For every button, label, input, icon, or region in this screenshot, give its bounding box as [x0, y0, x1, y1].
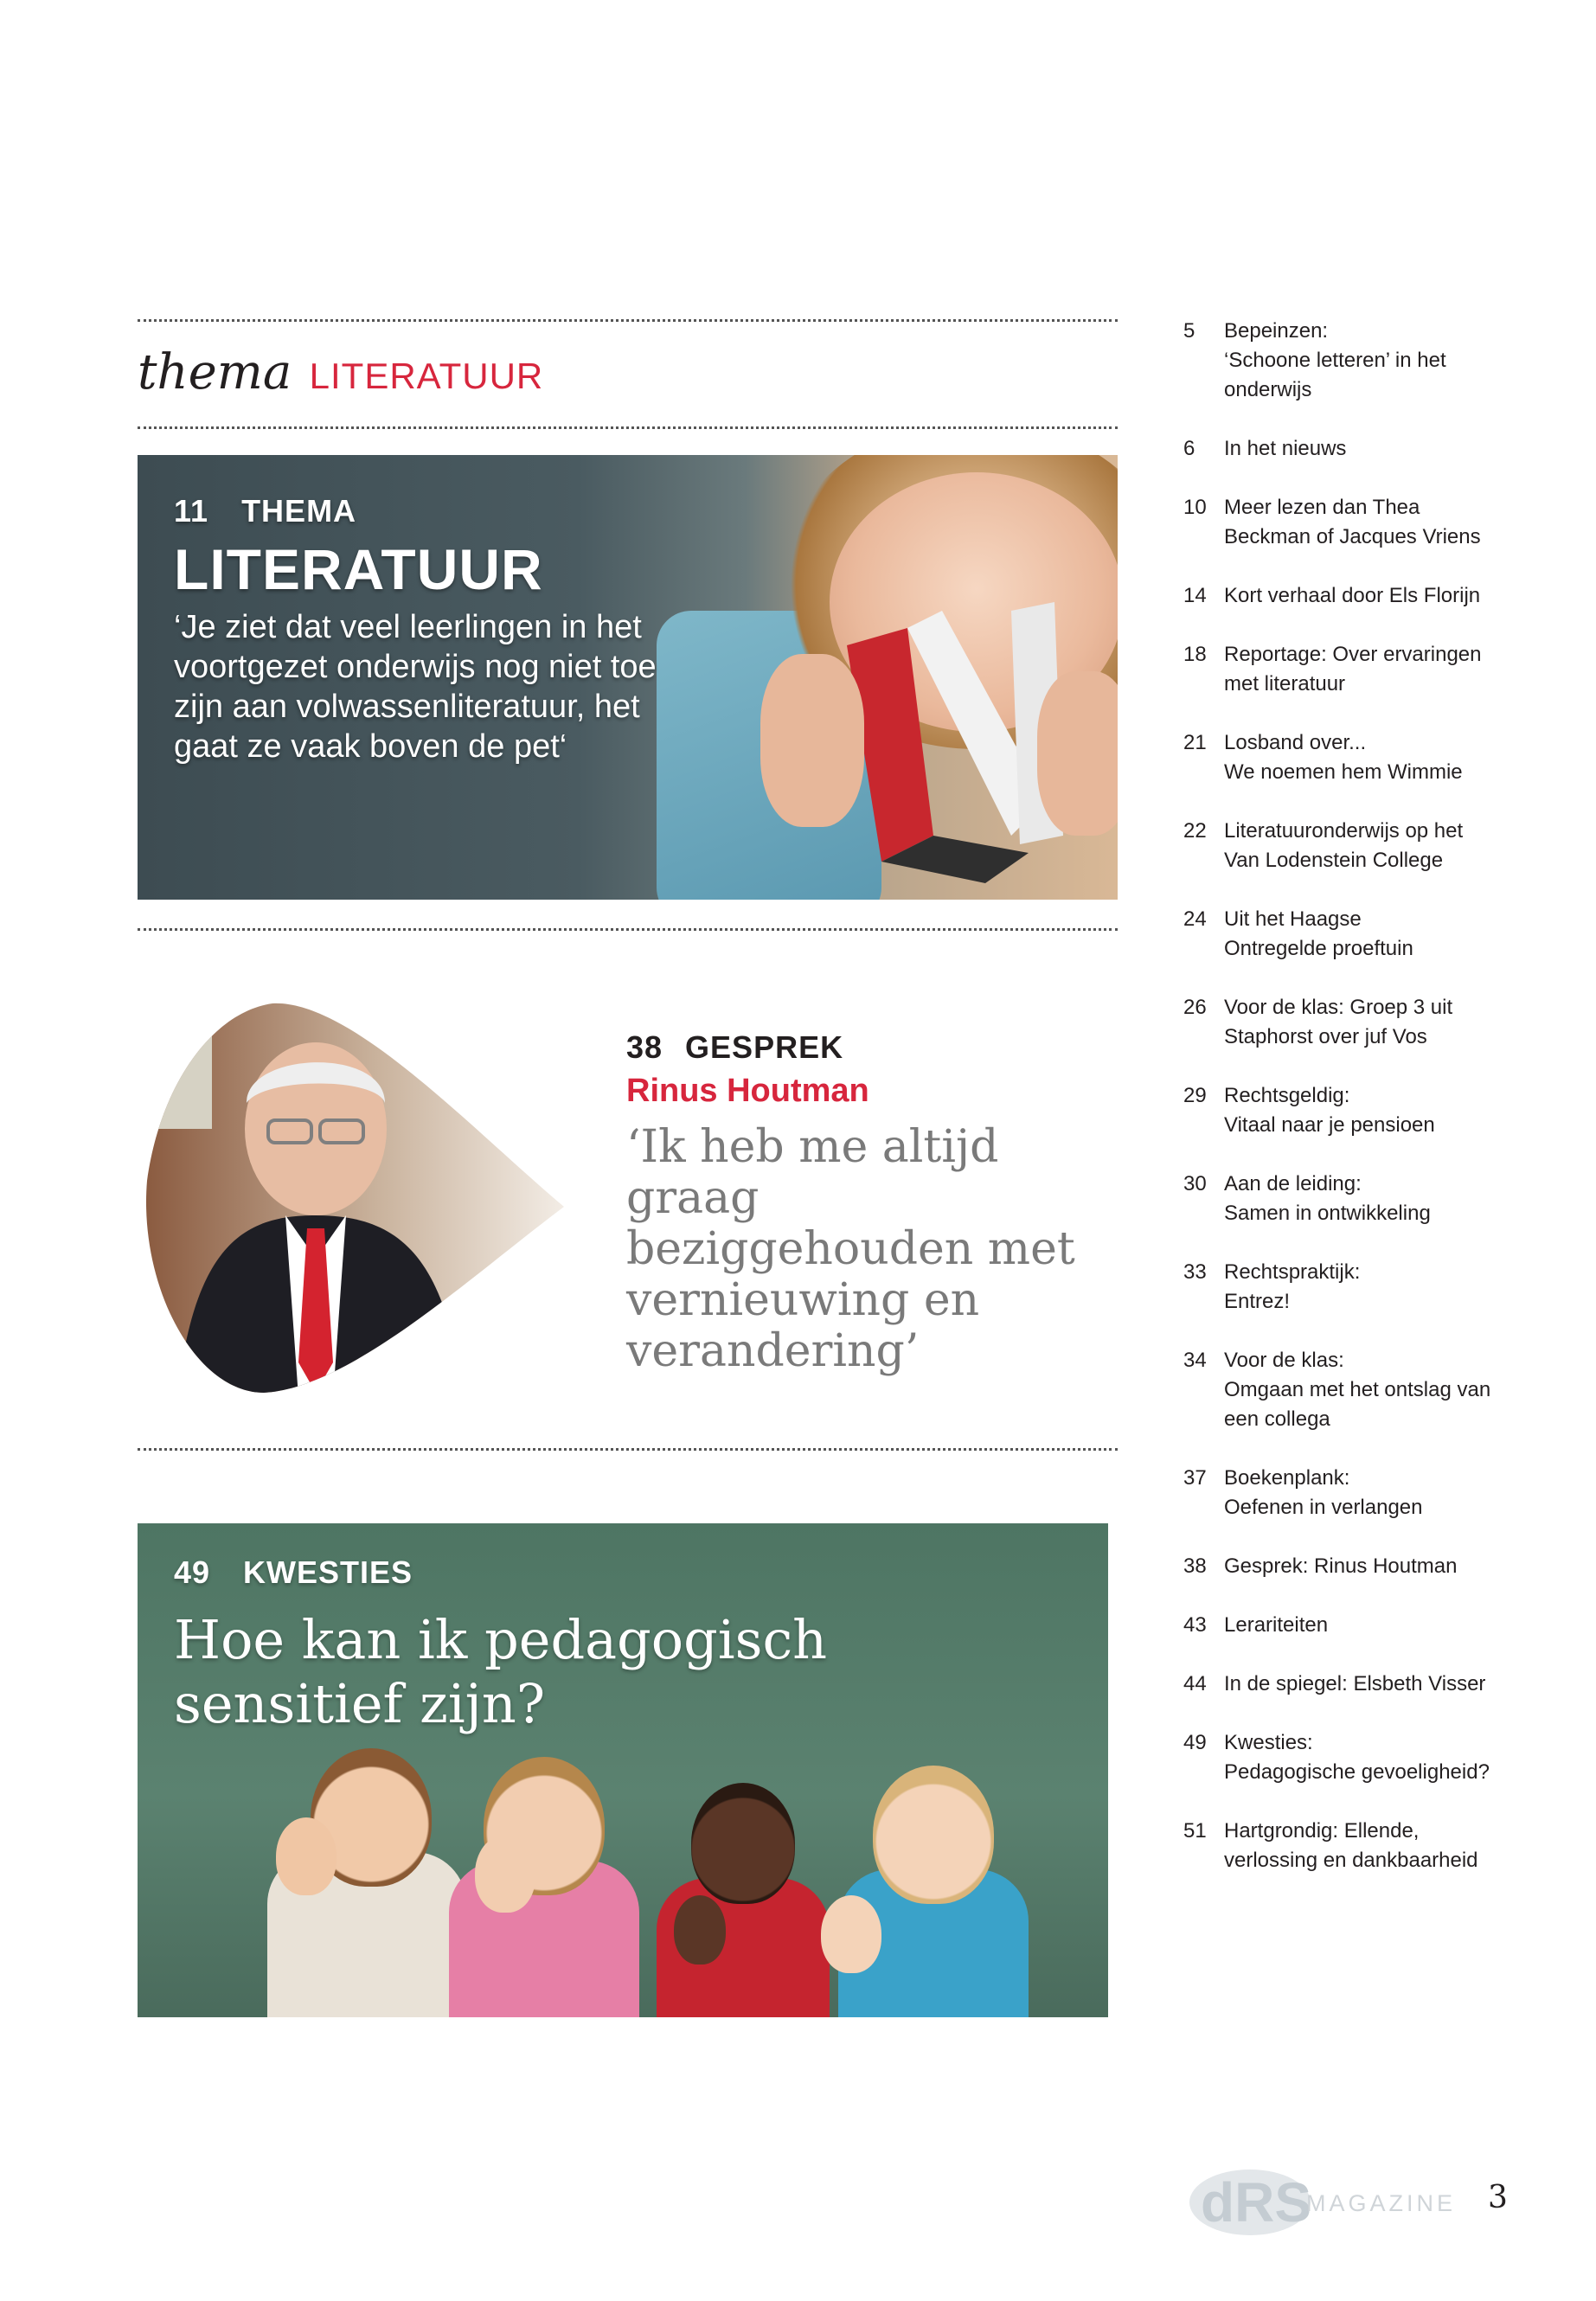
- toc-page-number: 10: [1183, 496, 1207, 519]
- logo-text: MAGAZINE: [1306, 2190, 1457, 2216]
- divider-after-gesprek: [138, 1448, 1118, 1451]
- feature-kwesties-text: [174, 1554, 831, 1736]
- photo-thumb-1: [276, 1817, 337, 1895]
- toc-item[interactable]: [1183, 493, 1573, 552]
- theme-header: [138, 344, 543, 401]
- drs-logo-mark: [1185, 2161, 1315, 2239]
- feature-gesprek-section: GESPREK: [685, 1029, 844, 1065]
- feature-kwesties-title: Hoe kan ik pedagogisch sensitief zijn?: [174, 1608, 828, 1735]
- toc-page-number: 34: [1183, 1349, 1207, 1372]
- photo-thumb-4: [821, 1895, 881, 1973]
- photo-hand-right: [1037, 671, 1118, 836]
- toc-item[interactable]: [1183, 728, 1573, 787]
- feature-gesprek-kicker: [626, 1029, 1111, 1066]
- portrait-rinus-houtman[interactable]: [143, 999, 567, 1397]
- feature-thema-quote: ‘Je ziet dat veel leerlingen in het voortgezet onderwijs nog niet toe zijn aan volwassenliteratuur, het gaat ze vaak boven de pet‘: [174, 609, 657, 765]
- toc-entry-title: In het nieuws: [1224, 437, 1347, 460]
- toc-page-number: 24: [1183, 907, 1207, 931]
- toc-page-number: 26: [1183, 996, 1207, 1019]
- toc-item[interactable]: [1183, 1346, 1573, 1434]
- toc-entry-title: Bepeinzen: ‘Schoone letteren’ in het onderwijs: [1224, 319, 1446, 401]
- feature-thema-title: LITERATUUR: [174, 537, 543, 601]
- photo-child-3-head: [691, 1783, 795, 1904]
- toc-entry-title: Literatuuronderwijs op het Van Lodenstein College: [1224, 819, 1464, 872]
- toc-entry-title: Voor de klas: Groep 3 uit Staphorst over juf Vos: [1224, 996, 1453, 1048]
- feature-kwesties-section: KWESTIES: [243, 1554, 413, 1590]
- toc-item[interactable]: [1183, 434, 1573, 464]
- toc-entry-title: In de spiegel: Elsbeth Visser: [1224, 1672, 1486, 1695]
- toc-entry-title: Kort verhaal door Els Florijn: [1224, 584, 1481, 607]
- toc-page-number: 14: [1183, 584, 1207, 607]
- theme-word: thema: [138, 344, 292, 401]
- feature-thema-page: 11: [174, 493, 209, 529]
- toc-item[interactable]: [1183, 1081, 1573, 1140]
- toc-item[interactable]: [1183, 1258, 1573, 1317]
- toc-item[interactable]: [1183, 1552, 1573, 1581]
- toc-entry-title: Voor de klas: Omgaan met het ontslag van een collega: [1224, 1349, 1491, 1431]
- toc-page-number: 18: [1183, 643, 1207, 666]
- feature-gesprek-quote: ‘Ik heb me altijd graag beziggehouden met vernieuwing en verandering’: [626, 1121, 1075, 1377]
- logo-letters: dRS: [1201, 2171, 1311, 2234]
- feature-gesprek-page: 38: [626, 1029, 663, 1065]
- toc-page-number: 44: [1183, 1672, 1207, 1695]
- feature-kwesties-panel[interactable]: [138, 1523, 1108, 2017]
- toc-page-number: 30: [1183, 1172, 1207, 1195]
- divider-top: [138, 319, 1118, 322]
- toc-page-number: 22: [1183, 819, 1207, 843]
- toc-entry-title: Uit het Haagse Ontregelde proeftuin: [1224, 907, 1413, 960]
- photo-thumb-3: [674, 1895, 726, 1965]
- toc-entry-title: Rechtsgeldig: Vitaal naar je pensioen: [1224, 1084, 1435, 1137]
- feature-kwesties-page: 49: [174, 1554, 211, 1590]
- photo-child-4-head: [873, 1766, 994, 1904]
- toc-entry-title: Boekenplank: Oefenen in verlangen: [1224, 1466, 1423, 1519]
- toc-entry-title: Hartgrondig: Ellende, verlossing en dankbaarheid: [1224, 1819, 1478, 1872]
- toc-item[interactable]: [1183, 1728, 1573, 1787]
- toc-page-number: 49: [1183, 1731, 1207, 1754]
- toc-entry-title: Aan de leiding: Samen in ontwikkeling: [1224, 1172, 1431, 1225]
- feature-gesprek-name: Rinus Houtman: [626, 1073, 869, 1109]
- photo-hand-left: [760, 654, 864, 827]
- toc-item[interactable]: [1183, 1611, 1573, 1640]
- toc-page-number: 6: [1183, 437, 1195, 460]
- toc-item[interactable]: [1183, 993, 1573, 1052]
- toc-entry-title: Lerariteiten: [1224, 1613, 1329, 1637]
- table-of-contents: [1183, 317, 1573, 1905]
- toc-item[interactable]: [1183, 317, 1573, 405]
- toc-entry-title: Kwesties: Pedagogische gevoeligheid?: [1224, 1731, 1490, 1784]
- page-number: 3: [1488, 2180, 1508, 2215]
- feature-thema-kicker: [174, 493, 658, 529]
- feature-gesprek[interactable]: [626, 1029, 1111, 1377]
- theme-topic: LITERATUUR: [309, 356, 544, 396]
- toc-item[interactable]: [1183, 817, 1573, 875]
- toc-page-number: 29: [1183, 1084, 1207, 1107]
- toc-item[interactable]: [1183, 1817, 1573, 1875]
- photo-thumb-2: [475, 1835, 535, 1913]
- divider-after-thema: [138, 928, 1118, 931]
- toc-entry-title: Meer lezen dan Thea Beckman of Jacques Vriens: [1224, 496, 1481, 548]
- toc-entry-title: Reportage: Over ervaringen met literatuur: [1224, 643, 1482, 695]
- toc-item[interactable]: [1183, 1170, 1573, 1228]
- toc-item[interactable]: [1183, 905, 1573, 964]
- toc-page-number: 38: [1183, 1554, 1207, 1578]
- feature-kwesties-kicker: [174, 1554, 831, 1591]
- toc-page-number: 37: [1183, 1466, 1207, 1490]
- drs-magazine-logo: [1185, 2161, 1457, 2239]
- feature-thema-text: [174, 493, 658, 766]
- toc-item[interactable]: [1183, 1670, 1573, 1699]
- toc-entry-title: Gesprek: Rinus Houtman: [1224, 1554, 1458, 1578]
- toc-page-number: 33: [1183, 1260, 1207, 1284]
- toc-page-number: 21: [1183, 731, 1207, 754]
- toc-item[interactable]: [1183, 640, 1573, 699]
- divider-under-theme: [138, 426, 1118, 429]
- toc-entry-title: Losband over... We noemen hem Wimmie: [1224, 731, 1463, 784]
- toc-page-number: 43: [1183, 1613, 1207, 1637]
- toc-item[interactable]: [1183, 1464, 1573, 1522]
- toc-page-number: 51: [1183, 1819, 1207, 1843]
- portrait-drop-shape: [143, 999, 567, 1397]
- toc-item[interactable]: [1183, 581, 1573, 611]
- feature-thema-panel[interactable]: [138, 455, 1118, 900]
- toc-page-number: 5: [1183, 319, 1195, 343]
- toc-entry-title: Rechtspraktijk: Entrez!: [1224, 1260, 1361, 1313]
- feature-thema-section: THEMA: [241, 493, 357, 529]
